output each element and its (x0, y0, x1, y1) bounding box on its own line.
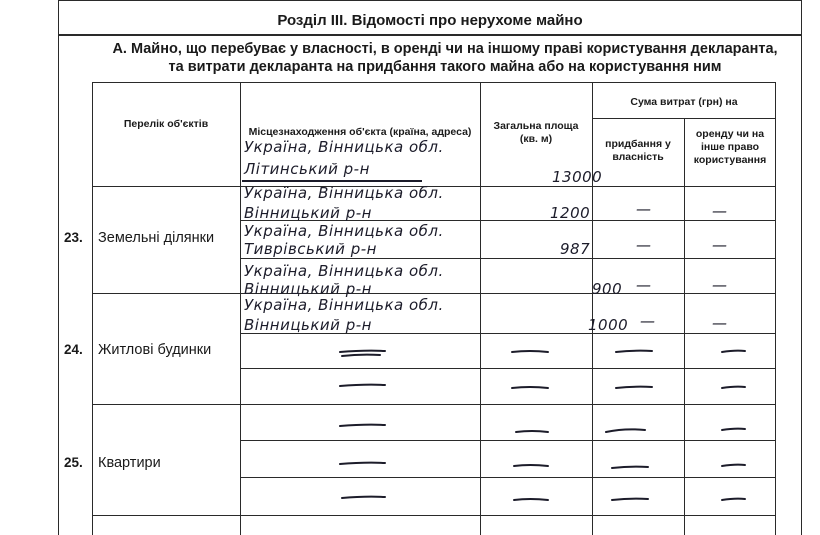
land-3-area: 987 (560, 240, 591, 258)
group-25-label: Квартири (98, 455, 161, 471)
flat-2-rent-dash (722, 465, 745, 466)
group-24-number: 24. (64, 342, 83, 357)
subsection-line-2: та витрати декларанта на придбання такого майна або на користування ним (168, 59, 722, 75)
flat-2-area-dash (514, 465, 548, 466)
flat-3-location-dash (342, 497, 385, 498)
flat-1-rent-dash (722, 429, 745, 430)
land-1-location-line2: Літинський р-н (244, 160, 370, 178)
flat-3-purchase-dash (612, 499, 648, 500)
land-4-location-line1: Україна, Вінницька обл. (244, 262, 444, 280)
land-5-location-line1: Україна, Вінницька обл. (244, 296, 444, 314)
land-1-location-line1: Україна, Вінницька обл. (244, 138, 444, 156)
land-5-rent: — (712, 314, 728, 332)
land-2-location-line1: Україна, Вінницька обл. (244, 184, 444, 202)
house-1-location-dash (340, 351, 385, 352)
land-5-purchase: — (640, 312, 656, 330)
header-purchase: придбання у власність (605, 138, 671, 163)
land-3-rent: — (712, 236, 728, 254)
house-2-rent-dash (722, 387, 745, 388)
group-23-label: Земельні ділянки (98, 230, 215, 246)
flat-2-location-dash (340, 463, 385, 464)
flat-1-location-dash (340, 425, 385, 426)
house-1-rent-dash (722, 351, 745, 352)
group-24-label: Житлові будинки (98, 342, 212, 358)
header-objects: Перелік об'єктів (123, 118, 209, 130)
subsection-line-1: Майно, що перебуває у власності, в оренді чи на іншому праві користування декларанта, (130, 41, 778, 57)
house-1-purchase-dash (616, 351, 652, 352)
house-1-location-dash-2 (342, 355, 380, 356)
land-2-area: 1200 (550, 204, 591, 222)
subsection-letter: А. (112, 41, 127, 57)
header-location: Місцезнаходження об'єкта (країна, адреса) (248, 126, 472, 138)
land-2-purchase: — (636, 200, 652, 218)
land-3-location-line1: Україна, Вінницька обл. (244, 222, 444, 240)
house-1-area-dash (512, 351, 548, 352)
land-4-location-line2: Вінницький р-н (244, 280, 372, 298)
house-2-purchase-dash (616, 387, 652, 388)
land-3-location-line2: Тиврівський р-н (244, 240, 377, 258)
flat-3-area-dash (514, 499, 548, 500)
flat-2-purchase-dash (612, 467, 648, 468)
land-4-rent: — (712, 276, 728, 294)
flat-3-rent-dash (722, 499, 745, 500)
land-4-area: 900 (592, 280, 623, 298)
land-4-purchase: — (636, 276, 652, 294)
header-expenses: Сума витрат (грн) на (630, 96, 738, 108)
house-2-location-dash (340, 385, 385, 386)
land-2-rent: — (712, 202, 728, 220)
section-title: Розділ ІІІ. Відомості про нерухоме майно (277, 12, 583, 29)
group-23-number: 23. (64, 230, 83, 245)
house-2-area-dash (512, 387, 548, 388)
flat-1-area-dash (516, 431, 548, 432)
land-3-purchase: — (636, 236, 652, 254)
flat-1-purchase-dash (606, 429, 645, 432)
header-area: Загальна площа (кв. м) (493, 120, 579, 145)
land-1-area: 13000 (552, 168, 603, 186)
land-5-area: 1000 (588, 316, 629, 334)
group-25-number: 25. (64, 455, 83, 470)
land-5-location-line2: Вінницький р-н (244, 316, 372, 334)
header-rent: оренду чи на інше право користування (693, 128, 767, 166)
land-2-location-line2: Вінницький р-н (244, 204, 372, 222)
